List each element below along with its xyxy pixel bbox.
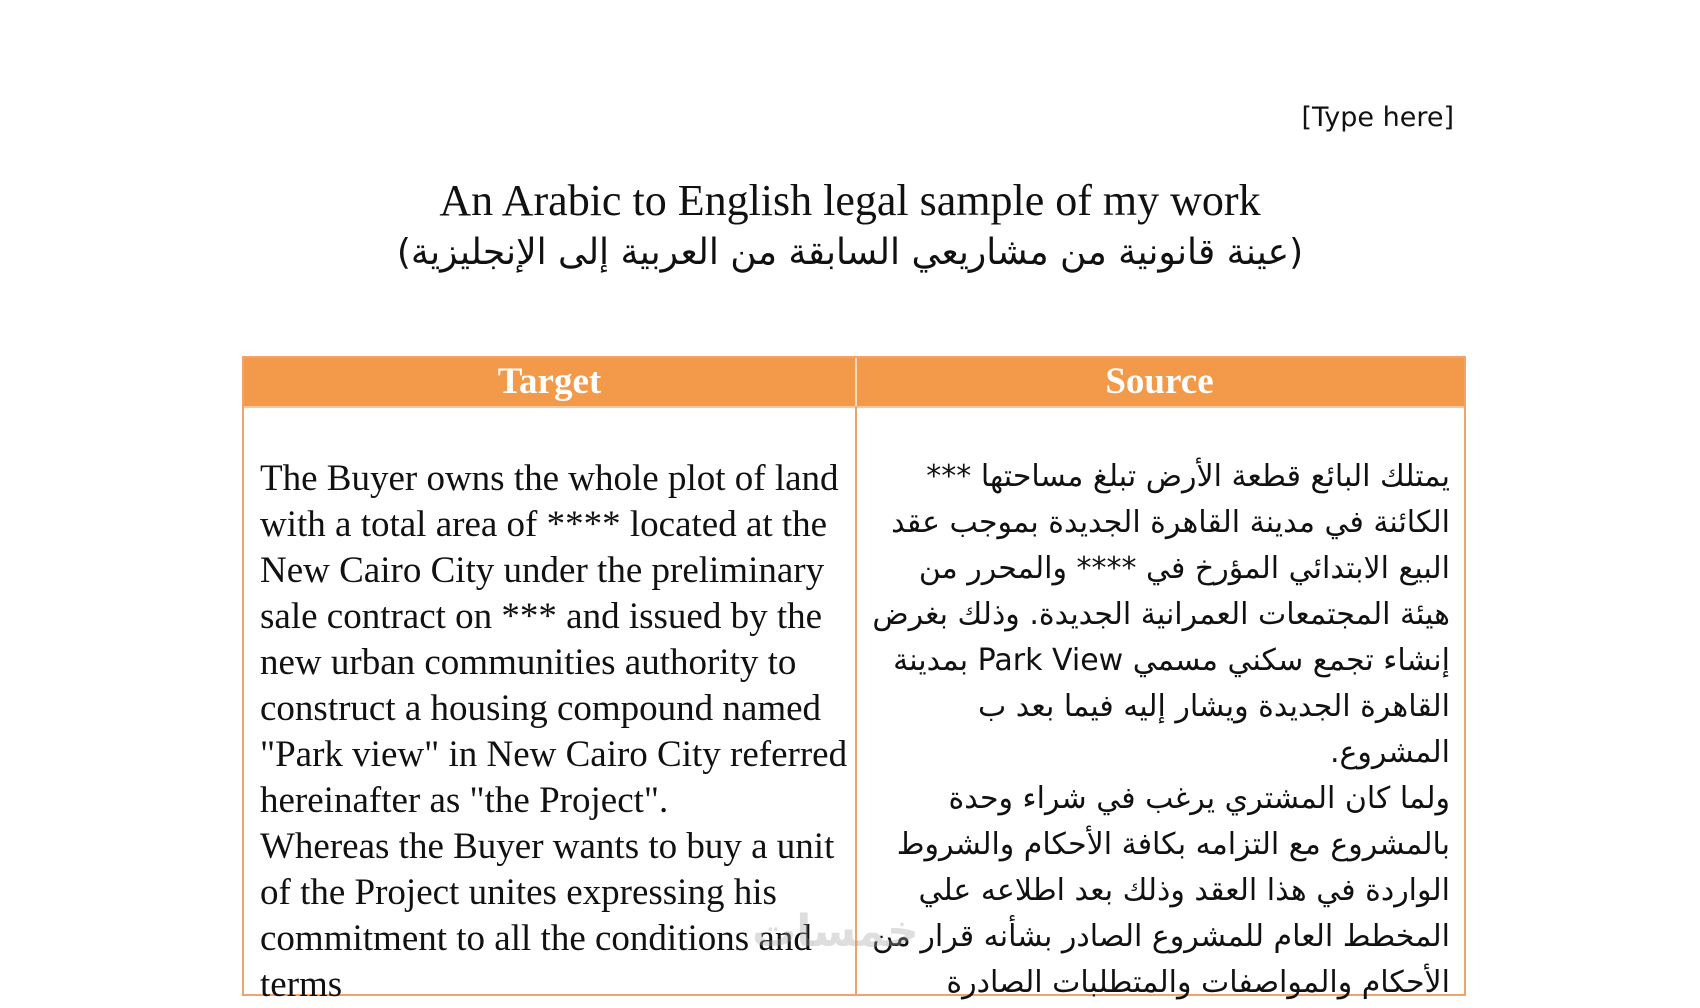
- column-divider: [855, 358, 857, 994]
- document-subtitle: (عينة قانونية من مشاريعي السابقة من العربية إلى الإنجليزية): [396, 232, 1304, 273]
- header-placeholder[interactable]: [Type here]: [1301, 102, 1454, 133]
- target-cell: [260, 456, 848, 1008]
- table-header-row: [244, 358, 1464, 406]
- header-separator: [244, 406, 1464, 408]
- translation-table: [242, 356, 1466, 1005]
- header-column-divider: [855, 358, 857, 406]
- target-paragraph: Whereas the Buyer wants to buy a unit of the Project unites expressing his commitment to all the conditions and terms: [260, 826, 835, 1005]
- target-paragraph: The Buyer owns the whole plot of land with a total area of **** located at the New Cairo City under the preliminary sale contract on *** and issued by the new urban communities authority to construct a housing compound named "Park view" in New Cairo City referred hereinafter as "the Project".: [260, 458, 848, 821]
- watermark-logo: خمسات: [752, 906, 919, 957]
- source-paragraph: ولما كان المشتري يرغب في شراء وحدة بالمشروع مع التزامه بكافة الأحكام والشروط الواردة في هذا العقد وذلك بعد اطلاعه علي المخطط العام للمشروع الصادر بشأنه قرار من الأحكام والمواصفات والمتطلبات الصادرة: [871, 781, 1450, 1000]
- source-column-header: Source: [1105, 361, 1214, 402]
- source-cell: [870, 454, 1450, 1006]
- target-column-header: Target: [497, 361, 602, 402]
- document-title: An Arabic to English legal sample of my work: [439, 176, 1261, 225]
- source-paragraph: يمتلك البائع قطعة الأرض تبلغ مساحتها *** الكائنة في مدينة القاهرة الجديدة بموجب عقد البيع الابتدائي المؤرخ في **** والمحرر من هيئة المجتمعات العمرانية الجديدة. وذلك بغرض إنشاء تجمع سكني مسمي Park View بمدينة القاهرة الجديدة ويشار إليه فيما بعد ب المشروع.: [872, 459, 1450, 770]
